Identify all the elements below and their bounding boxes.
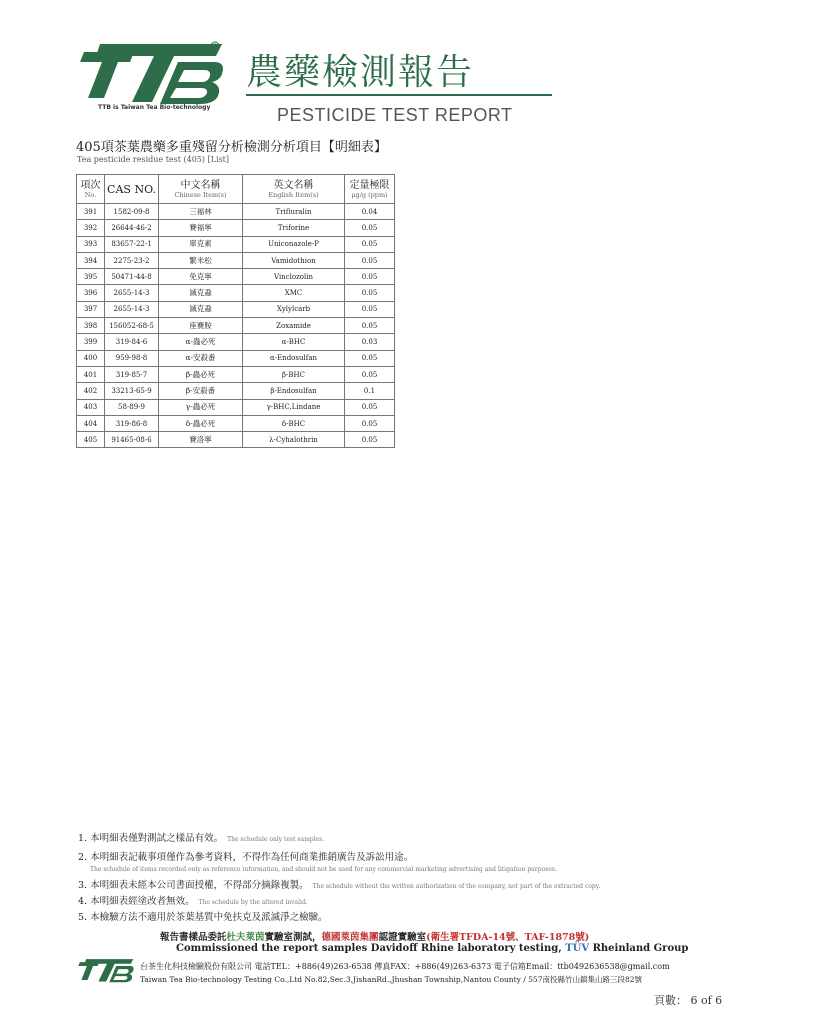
cell-no: 398 <box>77 318 105 334</box>
table-row <box>77 334 395 350</box>
logo-tagline: TTB is Taiwan Tea Bio-technology <box>98 104 211 111</box>
cell-no: 392 <box>77 220 105 236</box>
cell-english-name: Triforine <box>243 220 345 236</box>
cell-no: 399 <box>77 334 105 350</box>
cell-cas: 959-98-8 <box>105 350 159 366</box>
cell-cas: 91465-08-6 <box>105 432 159 448</box>
table-row <box>77 383 395 399</box>
cell-no: 401 <box>77 366 105 382</box>
cell-no: 393 <box>77 236 105 252</box>
cell-english-name: λ-Cyhalothrin <box>243 432 345 448</box>
cell-cas: 2275-23-2 <box>105 252 159 268</box>
cell-chinese-name: 三福林 <box>159 204 243 220</box>
cell-english-name: Trifluralin <box>243 204 345 220</box>
page-number: 頁數： 6 of 6 <box>654 994 723 1007</box>
cell-chinese-name: β-蟲必死 <box>159 366 243 382</box>
cell-cas: 2655-14-3 <box>105 285 159 301</box>
cell-english-name: δ-BHC <box>243 415 345 431</box>
cell-limit: 0.05 <box>345 236 395 252</box>
cell-chinese-name: 繁米松 <box>159 252 243 268</box>
cell-limit: 0.03 <box>345 334 395 350</box>
cell-limit: 0.05 <box>345 415 395 431</box>
note-2-en: The schedule of items recorded only as reference information, and should not be used for any commercial marketing advertising and litigation purposes. <box>90 866 557 873</box>
cell-limit: 0.04 <box>345 204 395 220</box>
company-address-en: Taiwan Tea Bio-technology Testing Co.,Ltd No.82,Sec.3,JishanRd.,Jhushan Township,Nantou County / 557南投縣竹山鎮集山路三段82號 <box>140 975 643 984</box>
cell-limit: 0.05 <box>345 318 395 334</box>
company-contact-zh: 台茶生化科技檢驗股份有限公司 電話TEL：+886(49)263-6538 傳真FAX：+886(49)263-6373 電子信箱Email：ttb0492636538@gmail.com <box>140 962 670 971</box>
cell-limit: 0.05 <box>345 366 395 382</box>
table-row <box>77 399 395 415</box>
note-1: 1. 本明細表僅對測試之樣品有效。 The schedule only test samples. <box>78 833 325 844</box>
cell-cas: 33213-65-9 <box>105 383 159 399</box>
ttb-logo-small-icon <box>76 956 134 990</box>
cell-limit: 0.05 <box>345 252 395 268</box>
cell-no: 391 <box>77 204 105 220</box>
cell-chinese-name: 單克素 <box>159 236 243 252</box>
cell-cas: 319-84-6 <box>105 334 159 350</box>
section-subtitle: Tea pesticide residue test (405) [List] <box>77 155 230 164</box>
cell-english-name: Vamidothion <box>243 252 345 268</box>
cell-chinese-name: 免克寧 <box>159 269 243 285</box>
table-row <box>77 285 395 301</box>
cell-english-name: β-BHC <box>243 366 345 382</box>
cell-english-name: α-Endosulfan <box>243 350 345 366</box>
note-4: 4. 本明細表經塗改者無效。 The schedule by the altered invalid. <box>78 896 308 907</box>
cell-limit: 0.05 <box>345 399 395 415</box>
cell-english-name: Zoxamide <box>243 318 345 334</box>
cell-no: 394 <box>77 252 105 268</box>
col-header-limit: 定量極限 μg/g (ppm) <box>345 175 395 204</box>
cell-limit: 0.05 <box>345 301 395 317</box>
cell-no: 404 <box>77 415 105 431</box>
report-title-en: PESTICIDE TEST REPORT <box>277 105 513 125</box>
table-row <box>77 366 395 382</box>
svg-text:R: R <box>213 43 218 51</box>
table-header-row <box>77 175 395 204</box>
cell-no: 405 <box>77 432 105 448</box>
commission-statement-en: Commissioned the report samples Davidoff Rhine laboratory testing, TÜV Rheinland Group <box>176 943 689 954</box>
cell-no: 403 <box>77 399 105 415</box>
col-header-no: 項次 No. <box>77 175 105 204</box>
col-header-chinese: 中文名稱 Chinese Item(s) <box>159 175 243 204</box>
cell-cas: 2655-14-3 <box>105 301 159 317</box>
cell-limit: 0.05 <box>345 350 395 366</box>
cell-english-name: Vinclozolin <box>243 269 345 285</box>
table-row <box>77 415 395 431</box>
cell-no: 397 <box>77 301 105 317</box>
col-header-english: 英文名稱 English Item(s) <box>243 175 345 204</box>
cell-limit: 0.05 <box>345 220 395 236</box>
cell-english-name: γ-BHC,Lindane <box>243 399 345 415</box>
report-title-zh: 農藥檢測報告 <box>246 52 475 93</box>
title-underline <box>246 94 552 96</box>
cell-chinese-name: α-蟲必死 <box>159 334 243 350</box>
table-row <box>77 252 395 268</box>
pesticide-table <box>76 174 395 448</box>
cell-english-name: α-BHC <box>243 334 345 350</box>
cell-chinese-name: α-安殺番 <box>159 350 243 366</box>
cell-cas: 83657-22-1 <box>105 236 159 252</box>
cell-cas: 50471-44-8 <box>105 269 159 285</box>
cell-chinese-name: β-安殺番 <box>159 383 243 399</box>
cell-no: 395 <box>77 269 105 285</box>
cell-chinese-name: 賽福寧 <box>159 220 243 236</box>
table-row <box>77 301 395 317</box>
note-3: 3. 本明細表未經本公司書面授權，不得部分摘錄複製。 The schedule without the written authorization of the company, not part of the extracted copy. <box>78 880 601 891</box>
table-row <box>77 204 395 220</box>
cell-chinese-name: δ-蟲必死 <box>159 415 243 431</box>
commission-statement-zh: 報告書樣品委託杜夫萊茵實驗室測試，德國萊茵集團認證實驗室(衛生署TFDA-14號、TAF-1878號) <box>160 932 590 943</box>
cell-english-name: XMC <box>243 285 345 301</box>
table-row <box>77 432 395 448</box>
cell-limit: 0.05 <box>345 269 395 285</box>
cell-chinese-name: γ-蟲必死 <box>159 399 243 415</box>
cell-chinese-name: 座賽胺 <box>159 318 243 334</box>
cell-no: 400 <box>77 350 105 366</box>
cell-cas: 58-89-9 <box>105 399 159 415</box>
table-row <box>77 269 395 285</box>
cell-limit: 0.1 <box>345 383 395 399</box>
cell-cas: 26644-46-2 <box>105 220 159 236</box>
cell-no: 402 <box>77 383 105 399</box>
cell-limit: 0.05 <box>345 432 395 448</box>
cell-english-name: Xylylcarb <box>243 301 345 317</box>
table-row <box>77 350 395 366</box>
note-2: 2. 本明細表記載事項僅作為參考資料，不得作為任何商業推銷廣告及訴訟用途。 <box>78 852 414 863</box>
cell-chinese-name: 賽洛寧 <box>159 432 243 448</box>
cell-chinese-name: 滅克蝨 <box>159 301 243 317</box>
note-5: 5. 本檢驗方法不適用於茶葉基質中免扶克及派滅淨之檢驗。 <box>78 912 328 923</box>
table-row <box>77 318 395 334</box>
cell-english-name: β-Endosulfan <box>243 383 345 399</box>
section-title: 405項茶葉農藥多重殘留分析檢測分析項目【明細表】 <box>76 140 387 155</box>
cell-cas: 319-85-7 <box>105 366 159 382</box>
cell-no: 396 <box>77 285 105 301</box>
cell-cas: 319-86-8 <box>105 415 159 431</box>
table-row <box>77 220 395 236</box>
col-header-cas: CAS NO. <box>105 175 159 204</box>
report-header <box>0 0 819 130</box>
table-row <box>77 236 395 252</box>
cell-chinese-name: 滅克蝨 <box>159 285 243 301</box>
cell-cas: 156052-68-5 <box>105 318 159 334</box>
cell-limit: 0.05 <box>345 285 395 301</box>
cell-english-name: Uniconazole-P <box>243 236 345 252</box>
cell-cas: 1582-09-8 <box>105 204 159 220</box>
